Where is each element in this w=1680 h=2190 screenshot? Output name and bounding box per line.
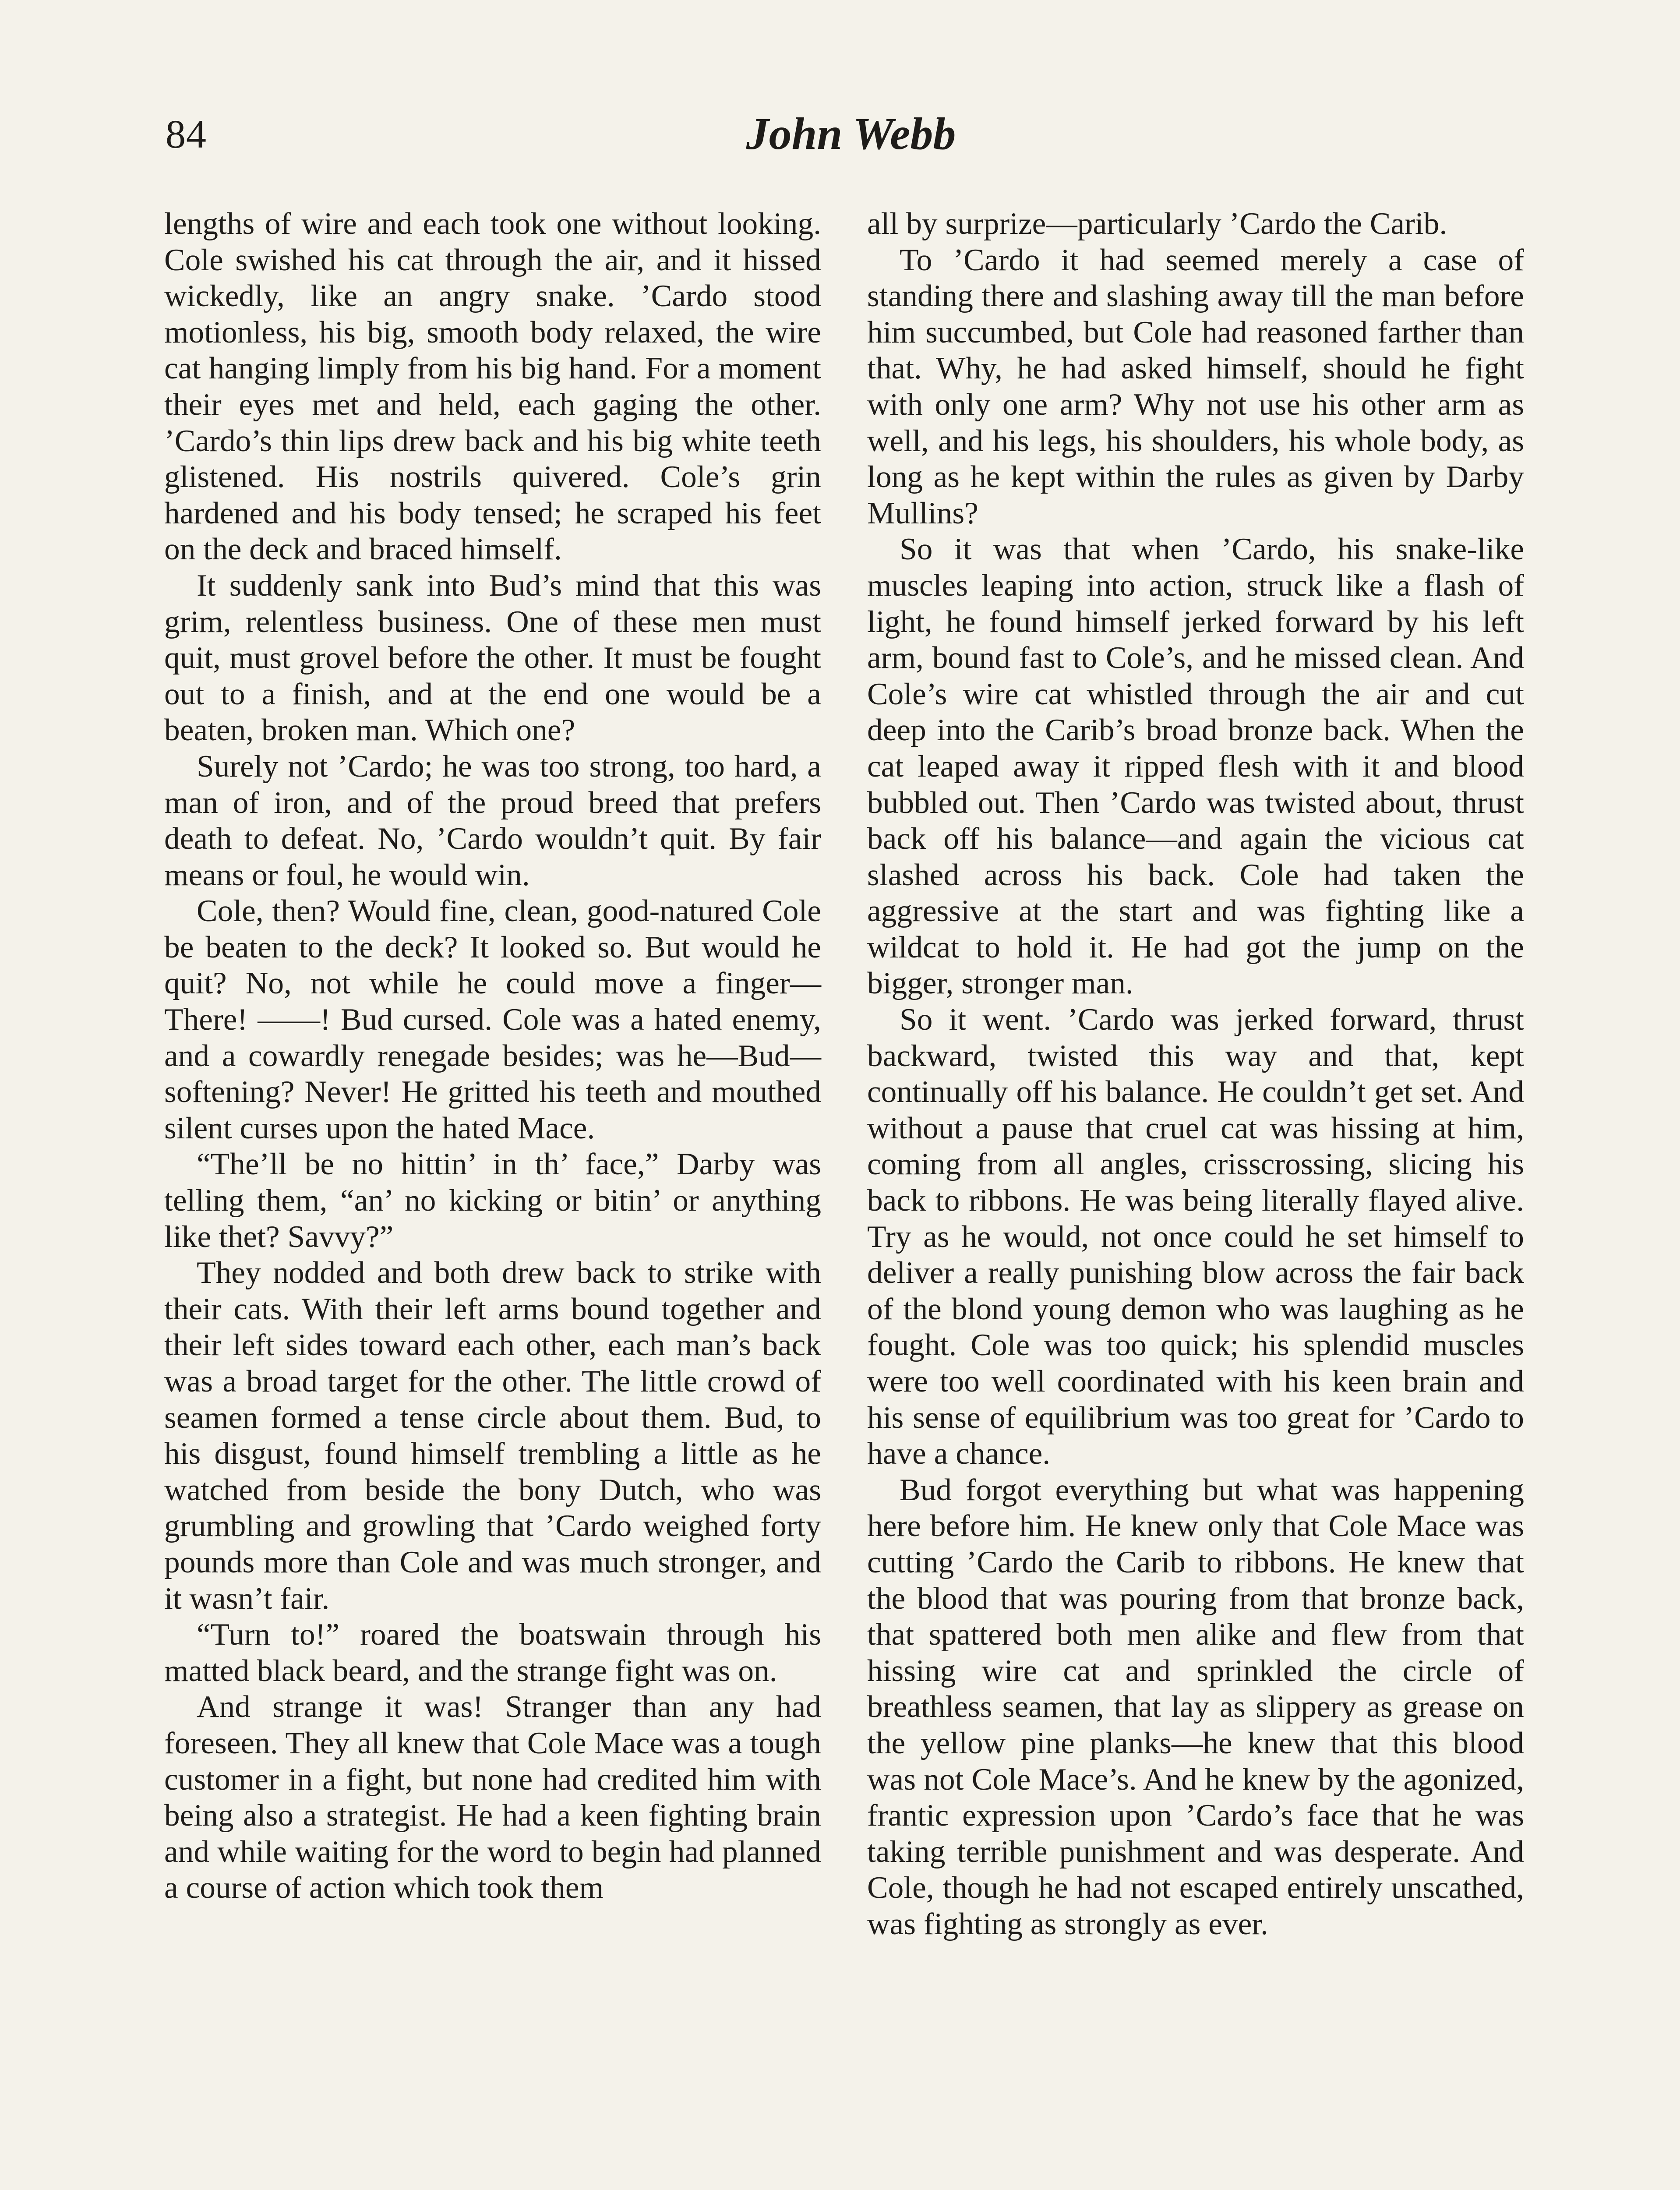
- paragraph: So it went. ’Cardo was jerked forward, thrust backward, twisted this way and that, kept continually off his balance. He couldn’t get set. And without a pause that cruel cat was hissing at him, coming from all angles, crisscrossing, slicing his back to ribbons. He was being literally flayed alive. Try as he would, not once could he set himself to deliver a really punishing blow across the fair back of the blond young demon who was laughing as he fought. Cole was too quick; his splendid muscles were too well coordinated with his keen brain and his sense of equilibrium was too great for ’Cardo to have a chance.: [867, 1002, 1524, 1471]
- paragraph: And strange it was! Stranger than any had foreseen. They all knew that Cole Mace was a tough customer in a fight, but none had credited him with being also a strategist. He had a keen fighting brain and while waiting for the word to begin had planned a course of action which took them: [164, 1689, 821, 1905]
- paragraph: It suddenly sank into Bud’s mind that this was grim, relentless business. One of these men must quit, must grovel before the other. It must be fought out to a finish, and at the end one would be a beaten, broken man. Which one?: [164, 568, 821, 748]
- paragraph: Bud forgot everything but what was happening here before him. He knew only that Cole Mace was cutting ’Cardo the Carib to ribbons. He knew that the blood that was pouring from that bronze back, that spattered both men alike and flew from that hissing wire cat and sprinkled the circle of breathless seamen, that lay as slippery as grease on the yellow pine planks—he knew that this blood was not Cole Mace’s. And he knew by the agonized, frantic expression upon ’Cardo’s face that he was taking terrible punishment and was desperate. And Cole, though he had not escaped entirely unscathed, was fighting as strongly as ever.: [867, 1472, 1524, 1941]
- paragraph: To ’Cardo it had seemed merely a case of standing there and slashing away till the man before him succumbed, but Cole had reasoned farther than that. Why, he had asked himself, should he fight with only one arm? Why not use his other arm as well, and his legs, his shoulders, his whole body, as long as he kept within the rules as given by Darby Mullins?: [867, 242, 1524, 530]
- running-title: John Webb: [746, 109, 956, 159]
- page-number: 84: [166, 112, 207, 156]
- left-column: [164, 206, 821, 1906]
- paragraph: Cole, then? Would fine, clean, good-natured Cole be beaten to the deck? It looked so. But would he quit? No, not while he could move a finger— There! ——! Bud cursed. Cole was a hated enemy, and a cowardly renegade besides; was he—Bud—softening? Never! He gritted his teeth and mouthed silent curses upon the hated Mace.: [164, 894, 821, 1145]
- paragraph: “The’ll be no hittin’ in th’ face,” Darby was telling them, “an’ no kicking or bitin’ or anything like thet? Savvy?”: [164, 1147, 821, 1254]
- paragraph: lengths of wire and each took one without looking. Cole swished his cat through the air, and it hissed wickedly, like an angry snake. ’Cardo stood motionless, his big, smooth body relaxed, the wire cat hanging limply from his big hand. For a moment their eyes met and held, each gaging the other. ’Cardo’s thin lips drew back and his big white teeth glistened. His nostrils quivered. Cole’s grin hardened and his body tensed; he scraped his feet on the deck and braced himself.: [164, 206, 821, 567]
- paragraph: “Turn to!” roared the boatswain through his matted black beard, and the strange fight was on.: [164, 1617, 821, 1688]
- paragraph: They nodded and both drew back to strike with their cats. With their left arms bound together and their left sides toward each other, each man’s back was a broad target for the other. The little crowd of seamen formed a tense circle about them. Bud, to his disgust, found himself trembling a little as he watched from beside the bony Dutch, who was grumbling and growling that ’Cardo weighed forty pounds more than Cole and was much stronger, and it wasn’t fair.: [164, 1255, 821, 1616]
- paragraph: all by surprize—particularly ’Cardo the Carib.: [867, 206, 1447, 241]
- paragraph: Surely not ’Cardo; he was too strong, too hard, a man of iron, and of the proud breed that prefers death to defeat. No, ’Cardo wouldn’t quit. By fair means or foul, he would win.: [164, 749, 821, 892]
- paragraph: So it was that when ’Cardo, his snake-like muscles leaping into action, struck like a flash of light, he found himself jerked forward by his left arm, bound fast to Cole’s, and he missed clean. And Cole’s wire cat whistled through the air and cut deep into the Carib’s broad bronze back. When the cat leaped away it ripped flesh with it and blood bubbled out. Then ’Cardo was twisted about, thrust back off his balance—and again the vicious cat slashed across his back. Cole had taken the aggressive at the start and was fighting like a wildcat to hold it. He had got the jump on the bigger, stronger man.: [867, 532, 1524, 1001]
- page-header: [166, 105, 1536, 180]
- right-column: [867, 206, 1524, 1943]
